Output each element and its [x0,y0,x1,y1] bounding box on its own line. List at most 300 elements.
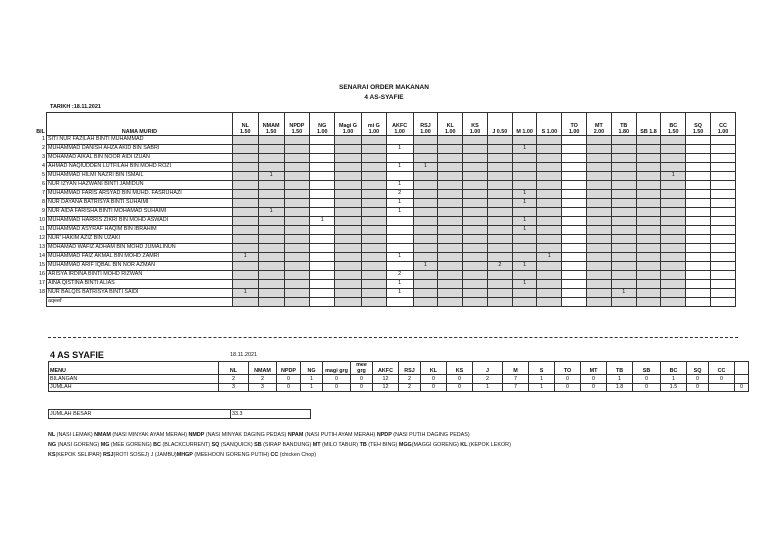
student-name: NUR DAYANA BATRISYA BINTI SUHAIMI [46,199,232,208]
order-cell [562,163,587,172]
order-cell [611,172,636,181]
order-cell [686,199,711,208]
order-cell [587,217,612,226]
jumlah-cell: 2 [399,383,421,392]
column-header: NPDP 1.50 [284,113,310,136]
order-cell [310,235,335,244]
summary-column-header: BC [661,362,687,375]
bil-header: BIL [32,113,46,136]
order-cell [587,208,612,217]
legend-meaning: (MEE GORENG) [109,442,154,448]
jumlah-label: JUMLAH [49,383,219,392]
order-table [32,112,736,307]
summary-column-header: NL [219,362,249,375]
menu-legend [48,430,748,460]
order-cell: 1 [232,289,258,298]
legend-meaning: (MAGGI GORENG) [411,442,461,448]
order-cell [335,154,362,163]
order-cell [686,190,711,199]
order-cell [686,253,711,262]
order-cell [611,298,636,307]
order-cell [232,199,258,208]
order-cell [386,244,413,253]
order-cell [284,289,310,298]
order-cell [284,298,310,307]
bilangan-cell: 0 [447,375,473,384]
column-header: RSJ 1.00 [413,113,438,136]
order-cell [562,226,587,235]
order-cell [487,271,512,280]
row-number: 1 [32,136,46,145]
order-cell [487,172,512,181]
legend-code: KL [460,442,468,448]
bilangan-label: BILANGAN [49,375,219,384]
table-row [32,190,736,199]
grand-total-value: 33.3 [231,410,311,419]
column-header: S 1.00 [537,113,562,136]
summary-column-header: NG [301,362,323,375]
order-cell [512,271,537,280]
order-cell [463,253,488,262]
student-name: NUR IZYAN HAZWANI BINTI JAMIDUN [46,181,232,190]
order-cell [661,154,686,163]
order-cell [284,181,310,190]
legend-code: NPAM [287,432,304,438]
legend-code: MGG [398,442,412,448]
bilangan-cell: 2 [249,375,277,384]
order-cell [512,289,537,298]
row-number: 14 [32,253,46,262]
order-cell [636,136,661,145]
order-cell [386,136,413,145]
order-cell [258,163,284,172]
bilangan-cell: 0 [633,375,661,384]
name-header: NAMA MURID [46,113,232,136]
student-name: MUHAMMAD HARRIS ZIKRI BIN MOHD ASWADI [46,217,232,226]
table-row [32,289,736,298]
order-cell [537,181,562,190]
bilangan-cell: 1 [529,375,555,384]
order-cell [611,181,636,190]
order-cell [413,190,438,199]
order-cell [361,136,386,145]
order-cell [258,217,284,226]
order-cell: 1 [512,280,537,289]
legend-code: BC [153,442,161,448]
jumlah-cell: 7 [503,383,529,392]
order-cell [611,190,636,199]
order-cell [686,208,711,217]
order-cell [661,199,686,208]
order-cell [710,181,735,190]
order-cell [438,235,463,244]
order-cell [413,145,438,154]
jumlah-cell: 1 [529,383,555,392]
summary-header-row [49,362,749,375]
student-name: AHMAD NAQIUDDEN LUTFILAH BIN MOHD ROZI [46,163,232,172]
student-name: MOHAMAD AIKAL BIN NOOR AIDI IZUAN [46,154,232,163]
order-cell [686,298,711,307]
table-row [32,181,736,190]
order-cell [636,289,661,298]
order-cell [512,298,537,307]
order-cell [232,262,258,271]
order-cell [611,235,636,244]
summary-column-header: KL [421,362,447,375]
order-cell [537,154,562,163]
order-cell [636,226,661,235]
order-cell [413,289,438,298]
order-cell [335,226,362,235]
order-cell [710,190,735,199]
order-cell [413,244,438,253]
order-cell [562,253,587,262]
legend-meaning: (MILO TABUR) [320,442,360,448]
order-cell [686,217,711,226]
summary-column-header: magi grg [323,362,351,375]
summary-date: 18.11.2021 [230,352,258,358]
order-cell [232,226,258,235]
table-row [32,163,736,172]
order-cell [438,217,463,226]
order-cell [587,199,612,208]
row-number [32,298,46,307]
jumlah-cell: 1.8 [607,383,633,392]
order-cell [487,163,512,172]
order-cell [587,244,612,253]
order-cell [258,253,284,262]
order-cell [438,154,463,163]
order-cell [232,244,258,253]
order-cell [413,136,438,145]
legend-meaning: (ROTI SOSEJ) J (JAMBU) [113,452,177,458]
order-cell [284,271,310,280]
order-cell [611,262,636,271]
bilangan-cell: 0 [581,375,607,384]
order-cell [537,208,562,217]
order-cell [463,163,488,172]
order-cell [686,145,711,154]
jumlah-cell: 1 [301,383,323,392]
order-cell [487,190,512,199]
order-cell [587,181,612,190]
order-cell [562,217,587,226]
order-cell [512,163,537,172]
order-cell [284,163,310,172]
order-cell [310,280,335,289]
legend-meaning: (KEPOK SELIPAR) [55,452,104,458]
order-cell: 1 [386,199,413,208]
legend-meaning: (NASI PUTIH AYAM MERAH) [303,432,377,438]
order-cell [310,271,335,280]
order-cell [438,163,463,172]
order-cell [487,289,512,298]
order-cell [661,190,686,199]
row-number: 12 [32,235,46,244]
row-number: 6 [32,181,46,190]
order-cell [611,280,636,289]
summary-column-header: KS [447,362,473,375]
legend-meaning: (BLACKCURRENT) [160,442,212,448]
order-cell [335,136,362,145]
order-cell [232,172,258,181]
order-cell [562,271,587,280]
order-cell [310,172,335,181]
order-cell [386,235,413,244]
table-row [32,244,736,253]
order-cell [463,145,488,154]
order-cell [413,181,438,190]
legend-meaning: (TEH BING) [366,442,399,448]
order-cell [587,298,612,307]
column-header: TO 1.00 [562,113,587,136]
order-cell: 1 [512,217,537,226]
order-cell [686,244,711,253]
order-cell [587,172,612,181]
order-cell [636,172,661,181]
order-cell [636,298,661,307]
order-cell [438,199,463,208]
legend-line [48,440,748,450]
column-header: MT 2.00 [587,113,612,136]
order-cell [258,136,284,145]
order-cell [611,253,636,262]
order-cell [413,253,438,262]
order-cell [636,181,661,190]
order-cell [686,289,711,298]
order-cell [284,190,310,199]
summary-column-header: mee grg [351,362,373,375]
order-cell [562,244,587,253]
summary-column-header: MT [581,362,607,375]
order-cell [487,280,512,289]
bilangan-cell: 7 [503,375,529,384]
order-cell [710,253,735,262]
table-row [32,208,736,217]
order-cell [611,145,636,154]
order-cell [487,226,512,235]
order-cell [636,244,661,253]
jumlah-row [49,383,749,392]
order-cell [258,271,284,280]
order-cell [310,163,335,172]
order-cell [562,154,587,163]
order-cell [512,154,537,163]
order-cell [413,280,438,289]
order-cell [386,226,413,235]
order-cell: 1 [386,163,413,172]
legend-line [48,450,748,460]
summary-column-header: AKFC [373,362,399,375]
order-cell [587,163,612,172]
order-cell [587,145,612,154]
order-cell [537,262,562,271]
bilangan-cell: 2 [219,375,249,384]
order-cell [636,208,661,217]
order-cell [710,163,735,172]
order-cell [386,262,413,271]
order-cell [310,289,335,298]
row-number: 5 [32,172,46,181]
order-cell [537,271,562,280]
order-cell [661,217,686,226]
order-cell [661,298,686,307]
jumlah-cell: 0 [277,383,301,392]
order-cell: 1 [413,262,438,271]
order-cell [661,163,686,172]
order-cell: 1 [537,253,562,262]
order-cell [686,154,711,163]
order-cell [463,217,488,226]
order-cell [335,208,362,217]
order-cell: 1 [386,289,413,298]
order-cell: 2 [386,271,413,280]
legend-meaning: (chicken Chop) [278,452,317,458]
column-header: KS 1.00 [463,113,488,136]
order-cell [335,235,362,244]
summary-column-header: RSJ [399,362,421,375]
order-cell [710,226,735,235]
jumlah-cell: 1 [473,383,503,392]
row-number: 11 [32,226,46,235]
jumlah-cell: 1.5 [661,383,687,392]
order-cell: 1 [232,253,258,262]
order-cell [487,235,512,244]
order-cell [562,190,587,199]
order-cell [232,163,258,172]
order-cell [438,136,463,145]
order-cell [636,253,661,262]
bilangan-cell: 0 [351,375,373,384]
order-cell [587,190,612,199]
order-cell [562,199,587,208]
order-cell [258,145,284,154]
student-name: MUHAMMAD FAIZ AKMAL BIN MOHD ZAMRI [46,253,232,262]
order-cell [537,145,562,154]
order-cell [258,289,284,298]
order-cell [661,136,686,145]
order-cell [258,244,284,253]
order-cell [438,226,463,235]
order-cell [463,226,488,235]
bilangan-cell: 0 [421,375,447,384]
order-cell: 1 [512,145,537,154]
order-cell [587,253,612,262]
order-cell [562,145,587,154]
column-header: SB 1.8 [636,113,661,136]
order-cell [232,145,258,154]
order-cell: 1 [258,172,284,181]
order-cell [611,217,636,226]
order-cell [310,190,335,199]
legend-code: MHGP [176,452,193,458]
summary-column-header: NPDP [277,362,301,375]
order-cell [463,271,488,280]
order-cell [512,244,537,253]
legend-meaning: (NASI GORENG) [56,442,101,448]
order-cell [686,262,711,271]
order-cell [361,154,386,163]
order-cell [636,235,661,244]
order-cell [487,199,512,208]
order-cell [512,208,537,217]
order-cell [232,190,258,199]
order-cell [335,163,362,172]
order-cell: 1 [258,208,284,217]
order-cell: 1 [386,145,413,154]
order-cell [611,154,636,163]
table-row [32,136,736,145]
order-cell [335,271,362,280]
jumlah-cell: 0 [581,383,607,392]
order-cell [686,271,711,280]
jumlah-cell: 0 [735,383,749,392]
order-cell: 1 [386,208,413,217]
order-cell [710,289,735,298]
table-row [32,253,736,262]
table-row [32,280,736,289]
order-cell [438,172,463,181]
order-cell [587,280,612,289]
student-name: NUR BALQIS BATRISYA BINTI SAIDI [46,289,232,298]
summary-column-header: TO [555,362,581,375]
jumlah-cell: 0 [447,383,473,392]
order-cell [438,298,463,307]
order-cell [413,199,438,208]
order-cell [284,208,310,217]
bilangan-row [49,375,749,384]
order-cell [335,253,362,262]
order-cell [284,199,310,208]
row-number: 10 [32,217,46,226]
column-header: mi G 1.00 [361,113,386,136]
legend-meaning: (NASI LEMAK) [55,432,95,438]
order-cell [361,208,386,217]
order-cell [335,199,362,208]
order-cell [361,199,386,208]
order-cell [310,253,335,262]
bilangan-cell: 0 [709,375,735,384]
order-cell [335,145,362,154]
bilangan-cell: 2 [473,375,503,384]
order-cell: 1 [512,199,537,208]
order-cell [710,172,735,181]
dashed-divider [48,337,738,338]
order-cell [587,262,612,271]
student-name: aqeef [46,298,232,307]
class-title: 4 AS-SYAFIE [364,94,404,101]
order-cell [438,244,463,253]
column-header: KL 1.00 [438,113,463,136]
table-row [32,262,736,271]
order-cell [636,271,661,280]
order-cell [661,262,686,271]
order-cell [310,262,335,271]
order-cell [512,136,537,145]
order-cell [258,280,284,289]
order-cell [710,136,735,145]
bilangan-cell: 0 [687,375,709,384]
row-number: 17 [32,280,46,289]
order-cell [361,172,386,181]
table-row [32,235,736,244]
order-cell [661,208,686,217]
table-row [32,298,736,307]
order-cell [232,271,258,280]
order-cell [335,244,362,253]
order-cell [686,181,711,190]
order-cell [413,235,438,244]
